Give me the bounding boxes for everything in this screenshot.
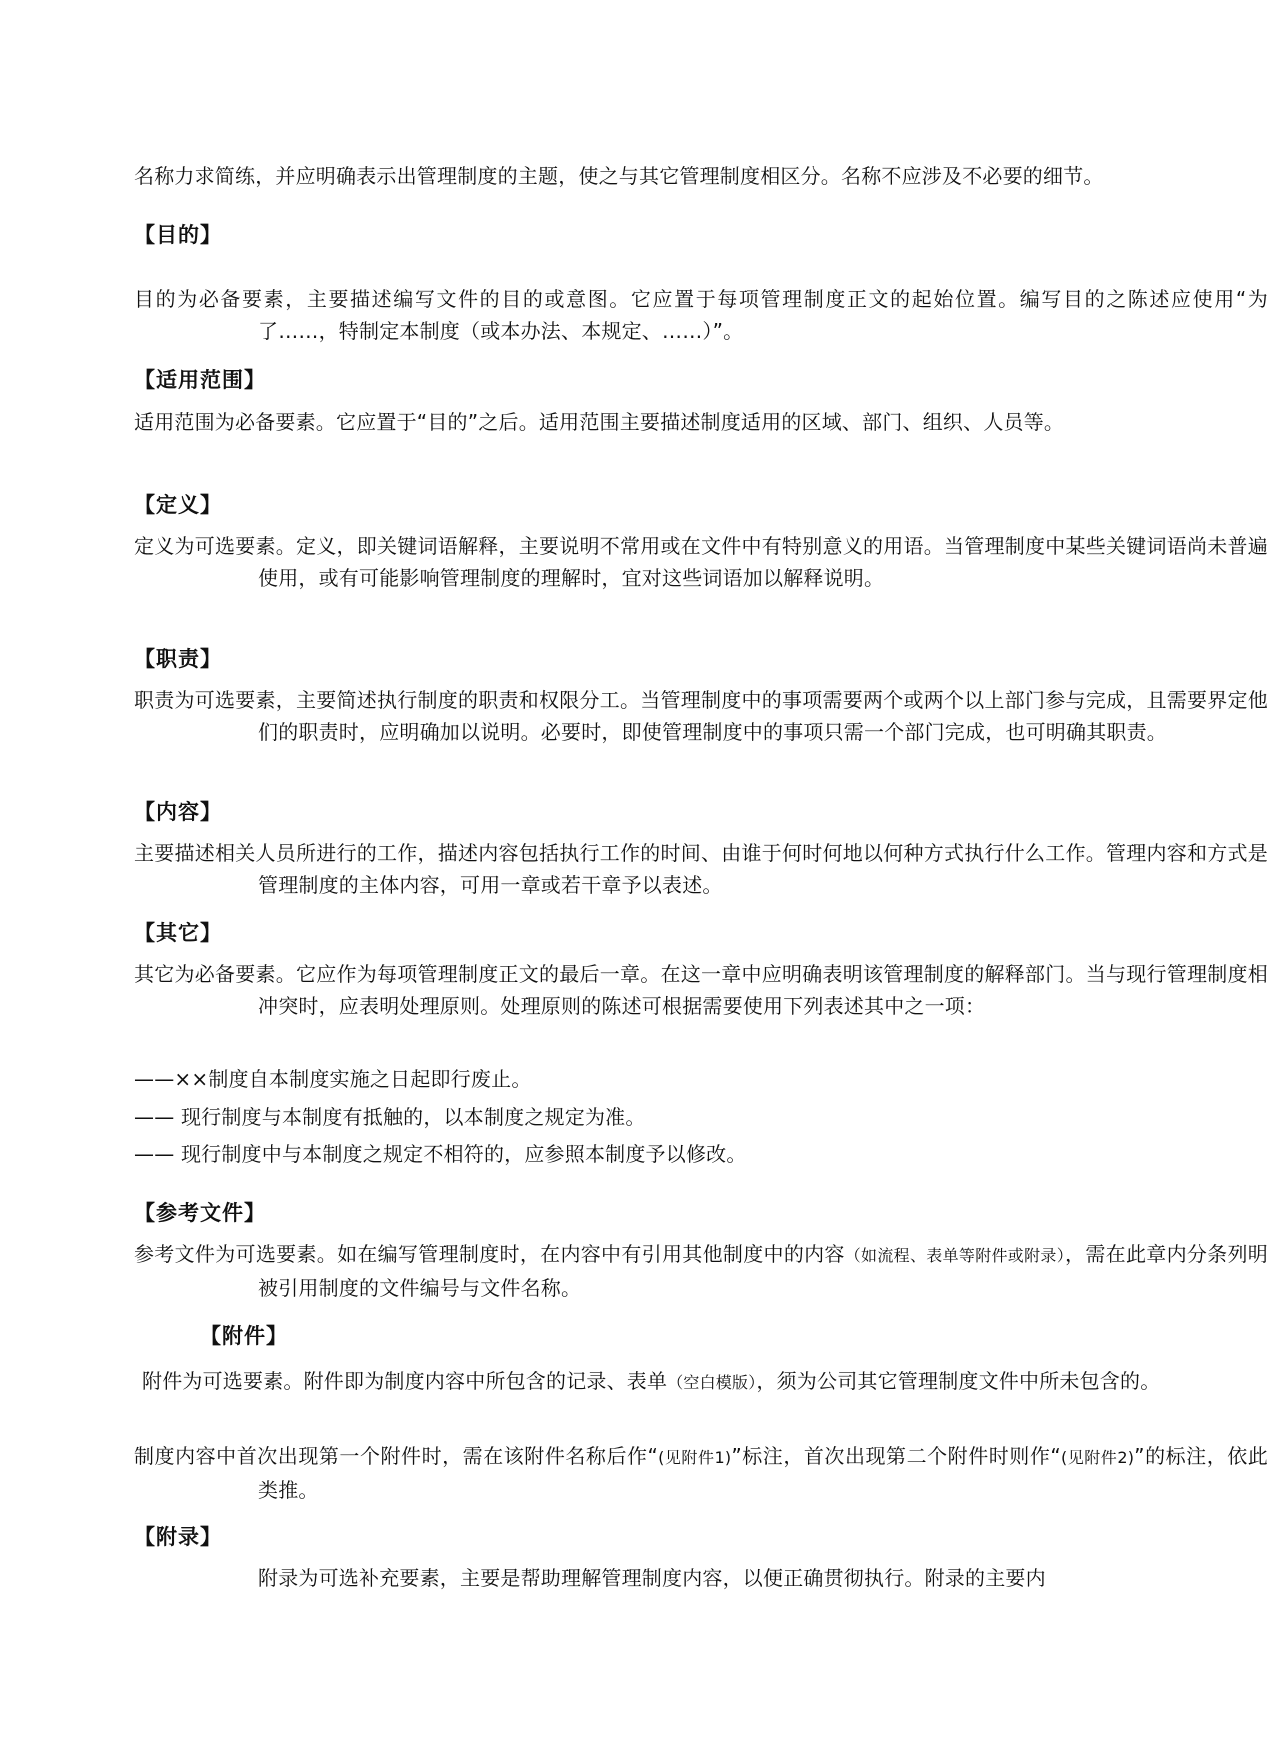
- attachments-paragraph: [142, 1365, 1268, 1399]
- attachments-annotation-text: 制度内容中首次出现第一个附件时，需在该附件名称后作“: [134, 1444, 659, 1468]
- other-list-item: ——××制度自本制度实施之日起即行废止。: [134, 1067, 532, 1091]
- references-paragraph: [134, 1238, 1268, 1304]
- duties-heading: 【职责】: [134, 647, 222, 671]
- scope-heading: 【适用范围】: [134, 368, 266, 392]
- attachments-text: ，须为公司其它管理制度文件中所未包含的。: [756, 1369, 1161, 1393]
- definition-heading: 【定义】: [134, 493, 222, 517]
- purpose-heading: 【目的】: [134, 223, 222, 247]
- references-note: （如流程、表单等附件或附录）: [844, 1246, 1066, 1265]
- definition-paragraph: 定义为可选要素。定义，即关键词语解释，主要说明不常用或在文件中有特别意义的用语。当管理制度中某些关键词语尚未普遍使用，或有可能影响管理制度的理解时，宜对这些词语加以解释说明。: [134, 534, 1268, 590]
- attachments-text: 附件为可选要素。附件即为制度内容中所包含的记录、表单: [142, 1369, 668, 1393]
- attachments-annotation-text: ”标注，首次出现第二个附件时则作“: [731, 1444, 1061, 1468]
- other-list-item: —— 现行制度与本制度有抵触的，以本制度之规定为准。: [134, 1105, 646, 1129]
- other-heading: 【其它】: [134, 921, 222, 945]
- appendix-paragraph: 附录为可选补充要素，主要是帮助理解管理制度内容，以便正确贯彻执行。附录的主要内: [258, 1566, 1046, 1590]
- intro-paragraph: 名称力求简练，并应明确表示出管理制度的主题，使之与其它管理制度相区分。名称不应涉及不必要的细节。: [134, 164, 1104, 188]
- attachments-heading: 【附件】: [200, 1324, 288, 1348]
- other-paragraph: 其它为必备要素。它应作为每项管理制度正文的最后一章。在这一章中应明确表明该管理制度的解释部门。当与现行管理制度相冲突时，应表明处理原则。处理原则的陈述可根据需要使用下列表述其中之一项：: [134, 962, 1268, 1018]
- references-text: 参考文件为可选要素。如在编写管理制度时，在内容中有引用其他制度中的内容: [134, 1242, 845, 1266]
- references-heading: 【参考文件】: [134, 1201, 266, 1225]
- attachments-annotation-paragraph: [134, 1440, 1268, 1506]
- references-text: ，需在此章内分条列明被引用制度的文件编号与文件名称。: [258, 1242, 1268, 1300]
- content-paragraph: 主要描述相关人员所进行的工作，描述内容包括执行工作的时间、由谁于何时何地以何种方式执行什么工作。管理内容和方式是管理制度的主体内容，可用一章或若干章予以表述。: [134, 841, 1268, 897]
- scope-paragraph: 适用范围为必备要素。它应置于“目的”之后。适用范围主要描述制度适用的区域、部门、组织、人员等。: [134, 410, 1065, 434]
- duties-paragraph: 职责为可选要素，主要简述执行制度的职责和权限分工。当管理制度中的事项需要两个或两个以上部门参与完成，且需要界定他们的职责时，应明确加以说明。必要时，即使管理制度中的事项只需一个部门完成，也可明确其职责。: [134, 688, 1268, 744]
- other-list-item: —— 现行制度中与本制度之规定不相符的，应参照本制度予以修改。: [134, 1142, 747, 1166]
- attachments-annotation-text: ”的标注，依此类推。: [258, 1444, 1268, 1502]
- appendix-heading: 【附录】: [134, 1525, 222, 1549]
- attachments-annotation-note: (见附件1): [658, 1448, 732, 1467]
- attachments-note: （空白模版）: [667, 1373, 757, 1392]
- content-heading: 【内容】: [134, 800, 222, 824]
- attachments-annotation-note: (见附件2): [1060, 1448, 1135, 1467]
- purpose-paragraph: 目的为必备要素，主要描述编写文件的目的或意图。它应置于每项管理制度正文的起始位置。编写目的之陈述应使用“为了……，特制定本制度（或本办法、本规定、……）”。: [134, 287, 1268, 343]
